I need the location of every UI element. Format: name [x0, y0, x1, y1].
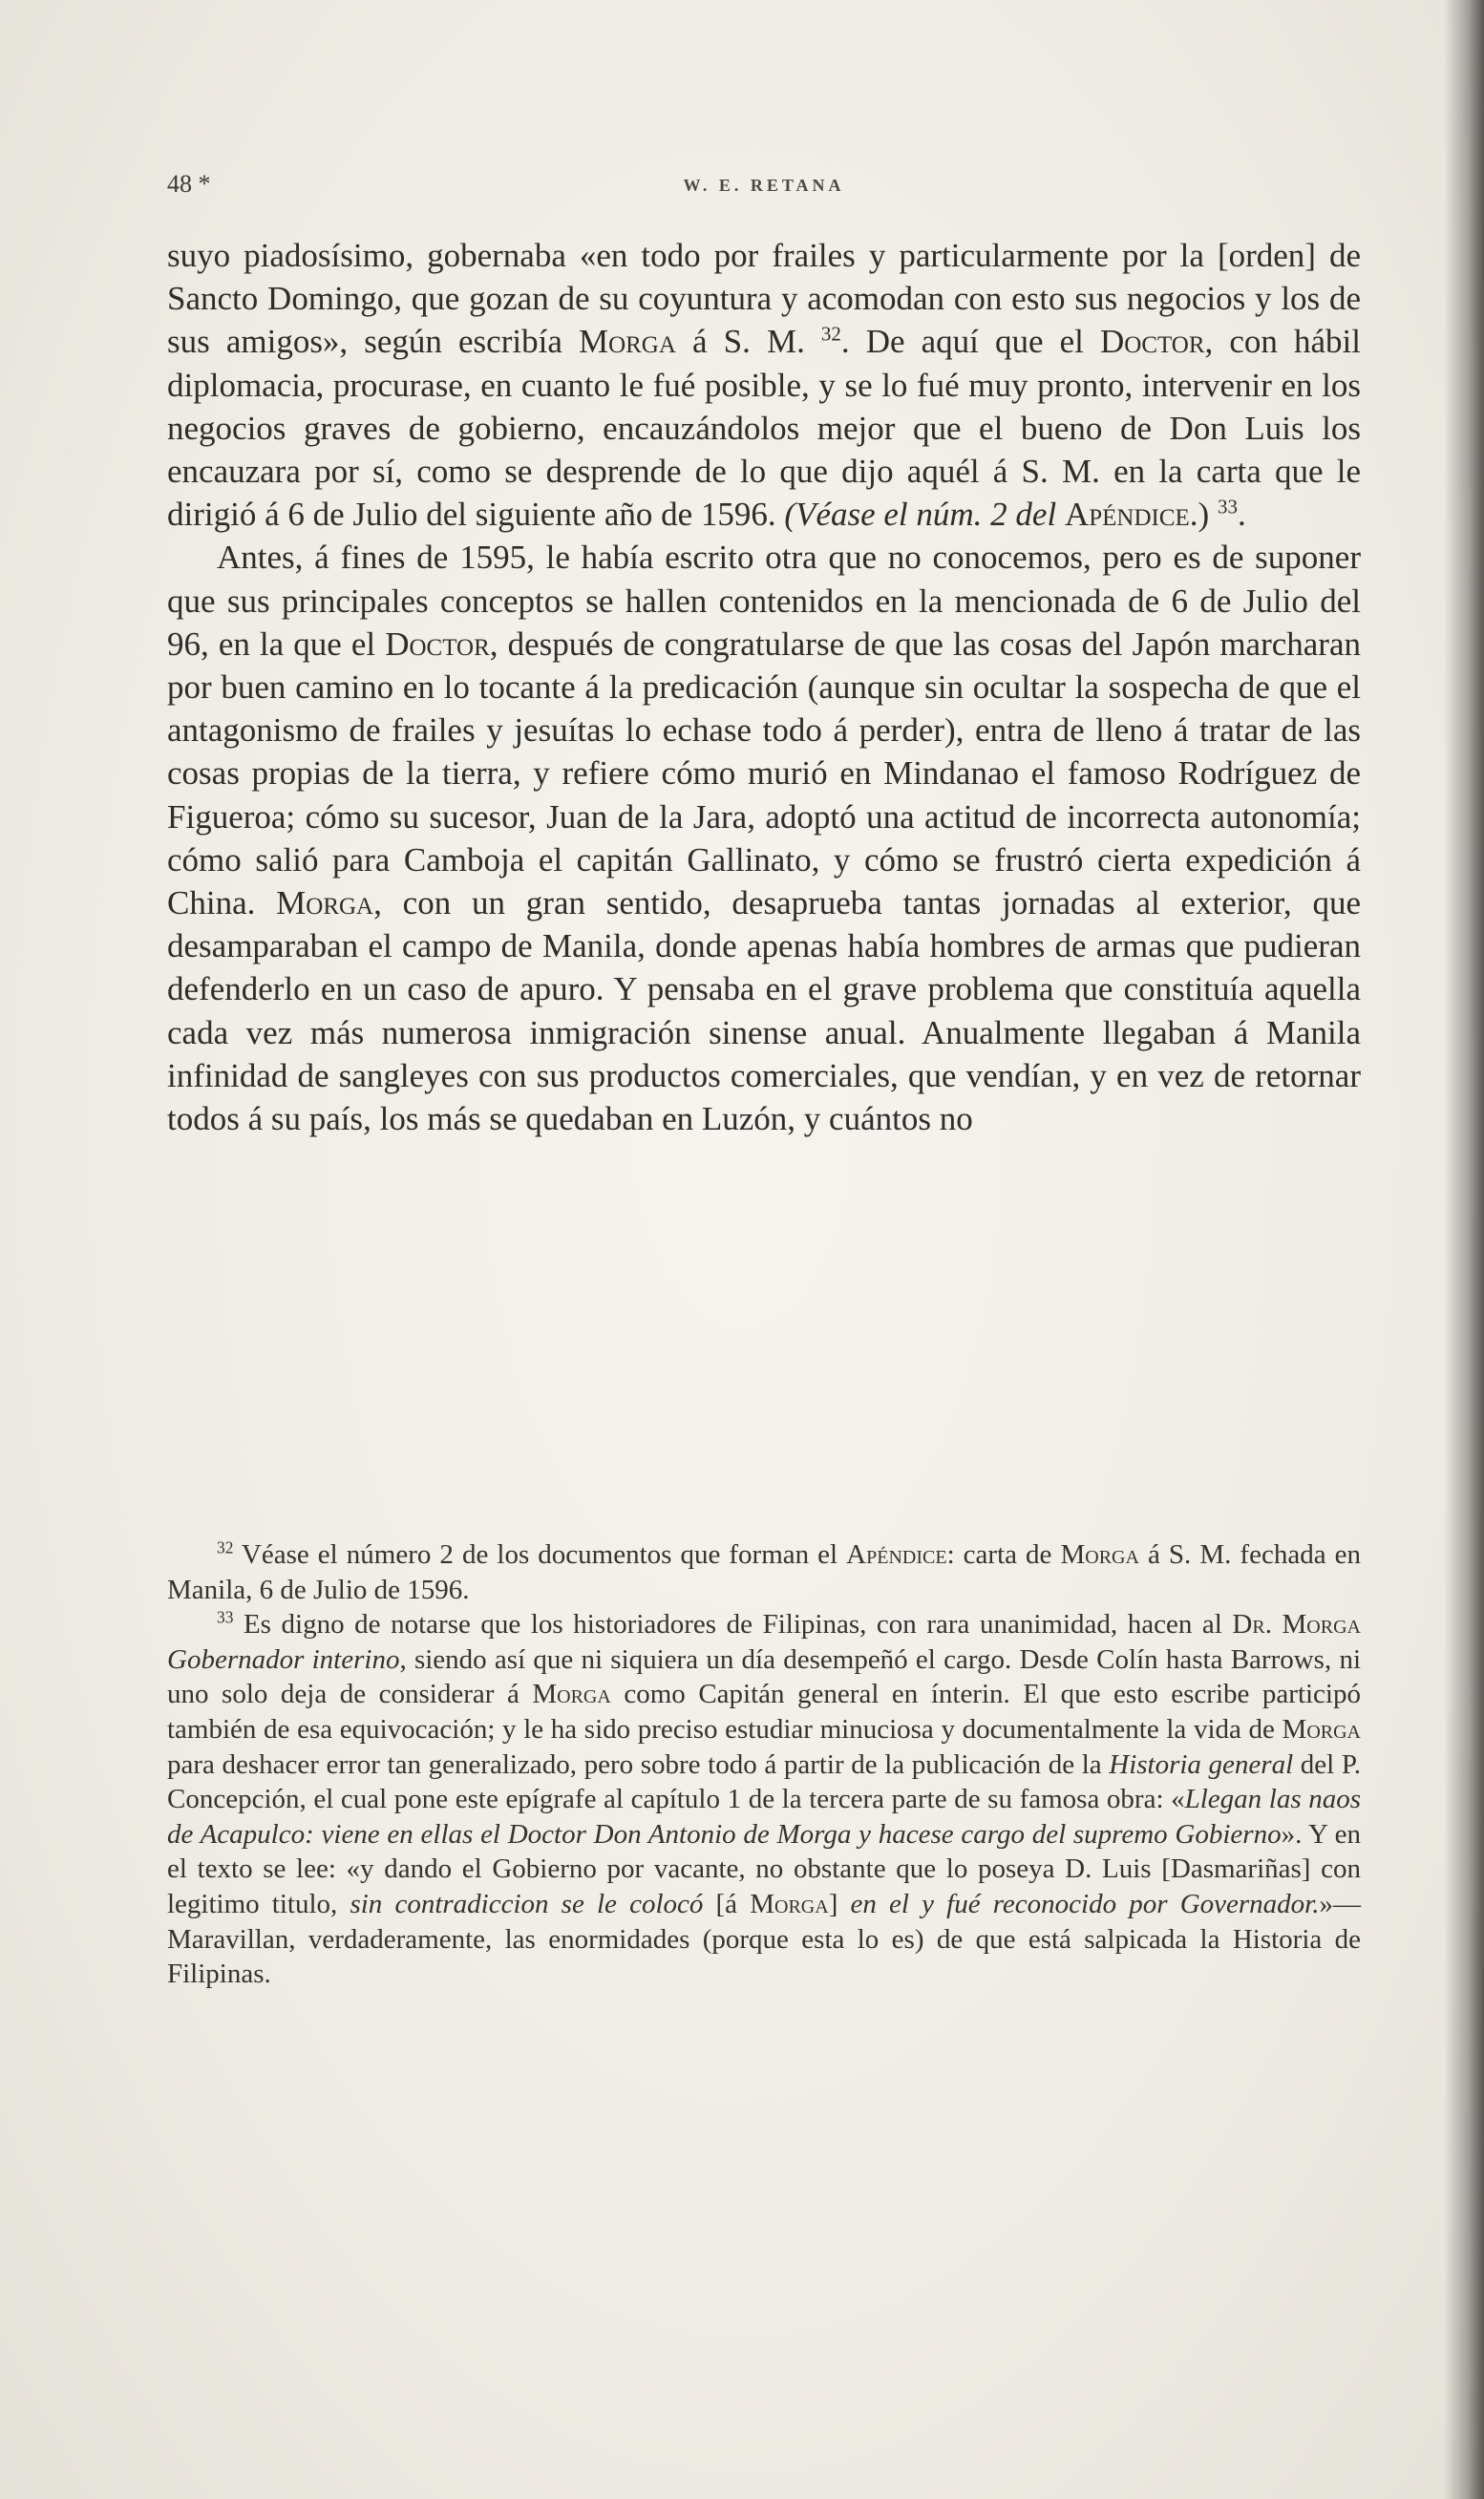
paragraph-1: suyo piadosísimo, gobernaba «en todo por frailes y particularmente por la [orden] de Sancto Domingo, que gozan de su coyuntura y acomodan con esto sus negocios y los de sus amigos», según escribía Morga á S. M. $^{32}$. De aquí que el Doctor, con hábil diplomacia, procurase, en cuanto le fué posible, y se lo fué muy pronto, intervenir en los negocios graves de gobierno, encauzándolos mejor que el bueno de Don Luis los encauzara por sí, como se desprende de lo que dijo aquél á S. M. en la carta que le dirigió á 6 de Julio del siguiente año de 1596. (Véase el núm. 2 del Apéndice.) $^{33}$.: [167, 237, 1361, 534]
footnotes: [167, 1537, 1361, 1992]
page-header: [167, 170, 1361, 208]
main-text: [167, 234, 1361, 1140]
page-number: 48 *: [167, 170, 211, 198]
page-gutter-shadow: [1444, 0, 1484, 2499]
footnote-32: $^{32}$ Véase el número 2 de los documentos que forman el Apéndice: carta de Morga á S. M. fechada en Manila, 6 de Julio de 1596.: [167, 1537, 1361, 1605]
footnote-33: $^{33}$ Es digno de notarse que los historiadores de Filipinas, con rara unanimidad, hacen al Dr. Morga Gobernador interino, siendo así que ni siquiera un día desempeñó el cargo. Desde Colín hasta Barrows, ni uno solo deja de considerar á Morga como Capitán general en ínterin. El que esto escribe participó también de esa equivocación; y le ha sido preciso estudiar minuciosa y documentalmente la vida de Morga para deshacer error tan generalizado, pero sobre todo á partir de la publicación de la Historia general del P. Concepción, el cual pone este epígrafe al capítulo 1 de la tercera parte de su famosa obra: «Llegan las naos de Acapulco: viene en ellas el Doctor Don Antonio de Morga y hacese cargo del supremo Gobierno». Y en el texto se lee: «y dando el Gobierno por vacante, no obstante que lo poseya D. Luis [Dasmariñas] con legitimo titulo, sin contradiccion se le colocó [á Morga] en el y fué reconocido por Governador.»—Maravillan, verdaderamente, las enormidades (porque esta lo es) de que está salpicada la Historia de Filipinas.: [167, 1607, 1362, 1990]
footnote-ref-33: 33: [1217, 495, 1238, 519]
author-name: Morga: [578, 323, 676, 361]
paragraph-2: Antes, á fines de 1595, le había escrito otra que no conocemos, pero es de suponer que sus principales conceptos se hallen contenidos en la mencionada de 6 de Julio del 96, en la que el Doctor, después de congratularse de que las cosas del Japón marcharan por buen camino en lo tocante á la predicación (aunque sin ocultar la sospecha de que el antagonismo de frailes y jesuítas lo echase todo á perder), entra de lleno á tratar de las cosas propias de la tierra, y refiere cómo murió en Mindanao el famoso Rodríguez de Figueroa; cómo su sucesor, Juan de la Jara, adoptó una actitud de incorrecta autonomía; cómo salió para Camboja el capitán Gallinato, y cómo se frustró cierta expedición á China. Morga, con un gran sentido, desaprueba tantas jornadas al exterior, que desamparaban el campo de Manila, donde apenas había hombres de armas que pudieran defenderlo en un caso de apuro. Y pensaba en el grave problema que constituía aquella cada vez más numerosa inmigración sinense anual. Anualmente llegaban á Manila infinidad de sangleyes con sus productos comerciales, que vendían, y en vez de retornar todos á su país, los más se quedaban en Luzón, y cuántos no: [167, 539, 1361, 1138]
footnote-ref-32: 32: [820, 322, 841, 346]
title-doctor: Doctor: [1099, 323, 1205, 361]
running-head: W. E. RETANA: [683, 176, 845, 195]
